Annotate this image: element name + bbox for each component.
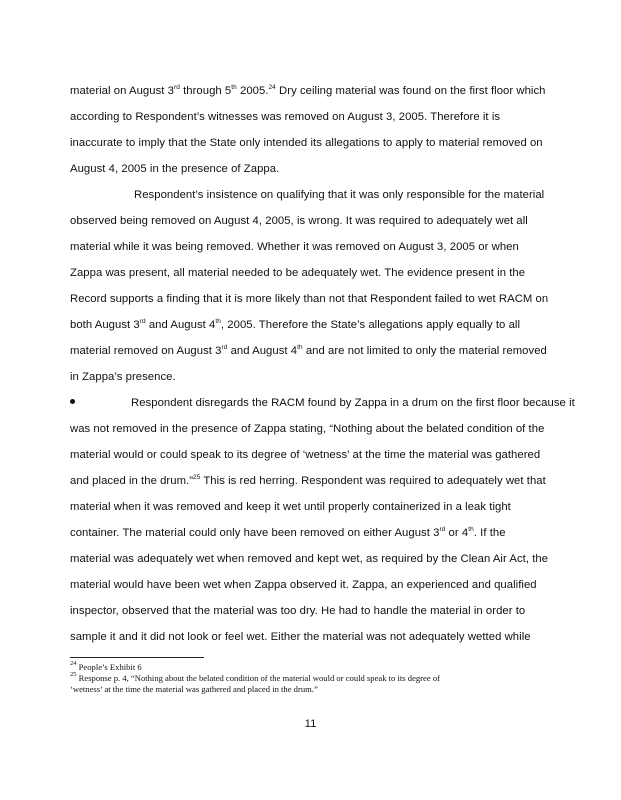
body-line-4: August 4, 2005 in the presence of Zappa. bbox=[70, 163, 280, 175]
body-line-12: in Zappa’s presence. bbox=[70, 371, 176, 383]
body-line-18: container. The material could only have been removed on either August 3rd or 4th. If the bbox=[70, 526, 506, 539]
body-line-20: material would have been wet when Zappa observed it. Zappa, an experienced and qualified bbox=[70, 579, 537, 591]
body-line-1: material on August 3rd through 5th 2005.24 Dry ceiling material was found on the first floor which bbox=[70, 84, 546, 97]
body-line-6: observed being removed on August 4, 2005, is wrong. It was required to adequately wet all bbox=[70, 215, 528, 227]
footnote-25-continued: ‘wetness’ at the time the material was gathered and placed in the drum.” bbox=[70, 684, 318, 694]
footnote-25: $^{25}$ Response p. 4, “Nothing about the belated condition of the material would or could speak to its degree of bbox=[70, 671, 440, 683]
page-number: 11 bbox=[304, 718, 317, 730]
body-line-7: material while it was being removed. Whether it was removed on August 3, 2005 or when bbox=[70, 241, 519, 253]
body-line-19: material was adequately wet when removed and kept wet, as required by the Clean Air Act, the bbox=[70, 553, 549, 565]
footnote-divider bbox=[70, 657, 204, 658]
bullet-icon bbox=[70, 399, 75, 404]
body-line-8: Zappa was present, all material needed to be adequately wet. The evidence present in the bbox=[70, 267, 526, 279]
body-line-5: Respondent’s insistence on qualifying that it was only responsible for the material bbox=[134, 189, 545, 201]
footnote-ref-25: 25 bbox=[193, 474, 201, 481]
body-line-13: Respondent disregards the RACM found by Zappa in a drum on the first floor because it bbox=[70, 396, 575, 410]
body-line-14: was not removed in the presence of Zappa stating, “Nothing about the belated condition of the bbox=[70, 423, 545, 435]
body-line-22: sample it and it did not look or feel wet. Either the material was not adequately wetted while bbox=[70, 631, 531, 643]
body-line-15: material would or could speak to its degree of ‘wetness’ at the time the material was gathered bbox=[70, 449, 541, 461]
body-line-9: Record supports a finding that it is more likely than not that Respondent failed to wet RACM on bbox=[70, 293, 549, 305]
footnote-ref-24: 24 bbox=[268, 84, 276, 91]
body-line-3: inaccurate to imply that the State only intended its allegations to apply to material removed on bbox=[70, 137, 543, 149]
body-line-10: both August 3rd and August 4th, 2005. Therefore the State’s allegations apply equally to all bbox=[70, 318, 521, 331]
body-line-17: material when it was removed and keep it wet until properly containerized in a leak tight bbox=[70, 501, 511, 513]
body-line-16: and placed in the drum.”$^{25}$ This is red herring. Respondent was required to adequately wet that bbox=[70, 474, 546, 487]
footnote-24: $^{24}$ People’s Exhibit 6 bbox=[70, 660, 142, 672]
body-line-21: inspector, observed that the material was too dry. He had to handle the material in order to bbox=[70, 605, 526, 617]
body-line-11: material removed on August 3rd and August 4th and are not limited to only the material removed bbox=[70, 344, 547, 357]
body-line-2: according to Respondent’s witnesses was removed on August 3, 2005. Therefore it is bbox=[70, 111, 501, 123]
